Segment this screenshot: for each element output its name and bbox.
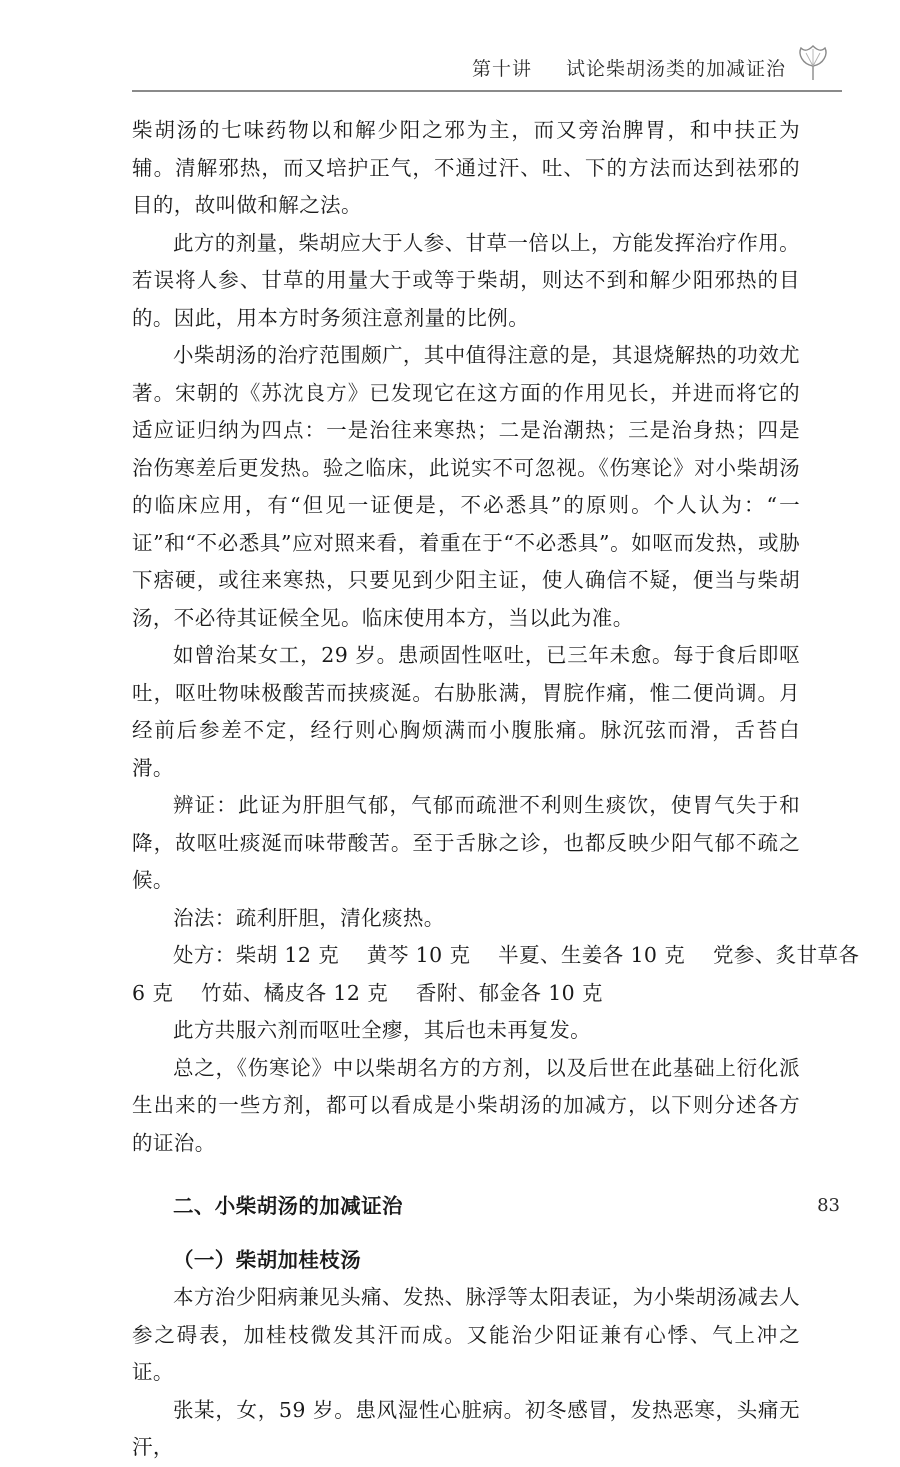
section-heading: 二、小柴胡汤的加减证治 xyxy=(173,1194,403,1218)
paragraph: 此方的剂量，柴胡应大于人参、甘草一倍以上，方能发挥治疗作用。若误将人参、甘草的用量大于或等于柴胡，则达不到和解少阳邪热的目的。因此，用本方时务须注意剂量的比例。 xyxy=(132,230,800,330)
ginkgo-leaf-icon xyxy=(796,44,830,82)
paragraph: 张某，女，59 岁。患风湿性心脏病。初冬感冒，发热恶寒，头痛无汗， xyxy=(132,1397,800,1459)
paragraph: 总之，《伤寒论》中以柴胡名方的方剂，以及后世在此基础上衍化派生出来的一些方剂，都可以看成是小柴胡汤的加减方，以下则分述各方的证治。 xyxy=(132,1055,800,1155)
prescription-line: 6 克 竹茹、橘皮各 12 克 香附、郁金各 10 克 xyxy=(132,980,603,1005)
header-rule xyxy=(132,90,842,92)
header-title: 试论柴胡汤类的加减证治 xyxy=(565,57,786,80)
header-lecture: 第十讲 xyxy=(471,57,532,80)
paragraph: 此方共服六剂而呕吐全瘳，其后也未再复发。 xyxy=(173,1018,591,1042)
page-number: 83 xyxy=(817,1195,840,1216)
prescription-line: 处方：柴胡 12 克 黄芩 10 克 半夏、生姜各 10 克 党参、炙甘草各 xyxy=(173,943,860,967)
paragraph: 柴胡汤的七味药物以和解少阳之邪为主，而又旁治脾胃，和中扶正为辅。清解邪热，而又培护正气，不通过汗、吐、下的方法而达到祛邪的目的，故叫做和解之法。 xyxy=(132,118,800,217)
paragraph: 如曾治某女工，29 岁。患顽固性呕吐，已三年未愈。每于食后即呕吐，呕吐物味极酸苦而挟痰涎。右胁胀满，胃脘作痛，惟二便尚调。月经前后参差不定，经行则心胸烦满而小腹胀痛。脉沉弦而滑，舌苔白滑。 xyxy=(132,643,800,780)
subsection-heading: （一）柴胡加桂枝汤 xyxy=(173,1247,362,1272)
running-header xyxy=(472,52,830,82)
paragraph: 治法：疏利肝胆，清化痰热。 xyxy=(173,905,445,930)
paragraph: 本方治少阳病兼见头痛、发热、脉浮等太阳表证，为小柴胡汤减去人参之碍表，加桂枝微发其汗而成。又能治少阳证兼有心悸、气上冲之证。 xyxy=(132,1285,800,1384)
paragraph: 小柴胡汤的治疗范围颇广，其中值得注意的是，其退烧解热的功效尤著。宋朝的《苏沈良方》已发现它在这方面的作用见长，并进而将它的适应证归纳为四点：一是治往来寒热；二是治潮热；三是治身热；四是治伤寒差后更发热。验之临床，此说实不可忽视。《伤寒论》对小柴胡汤的临床应用，有“但见一证便是，不必悉具”的原则。个人认为：“一证”和“不必悉具”应对照来看，着重在于“不必悉具”。如呕而发热，或胁下痞硬，或往来寒热，只要见到少阳主证，使人确信不疑，便当与柴胡汤，不必待其证候全见。临床使用本方，当以此为准。 xyxy=(132,343,800,630)
paragraph: 辨证：此证为肝胆气郁，气郁而疏泄不利则生痰饮，使胃气失于和降，故呕吐痰涎而味带酸苦。至于舌脉之诊，也都反映少阳气郁不疏之候。 xyxy=(132,793,800,892)
